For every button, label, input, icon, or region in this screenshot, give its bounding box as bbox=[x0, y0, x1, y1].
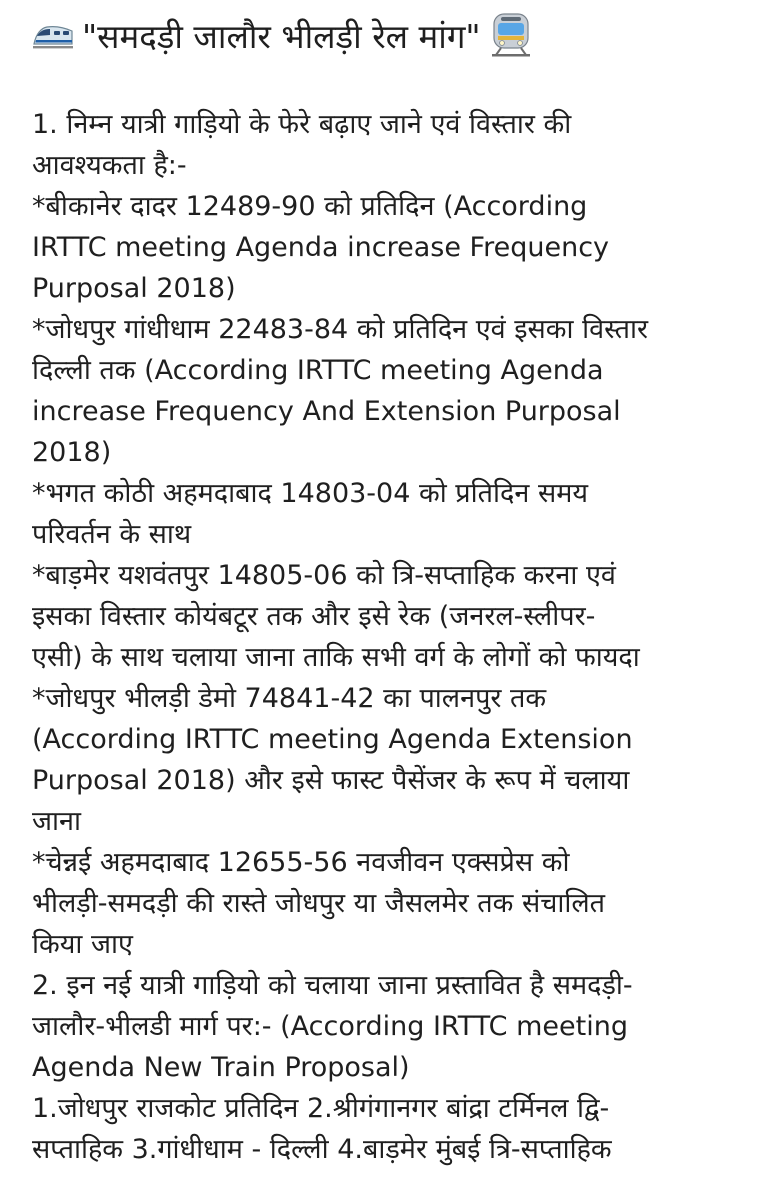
metro-train-icon bbox=[489, 12, 533, 62]
text-line: आवश्यकता है:- bbox=[32, 150, 187, 181]
text-line: Agenda New Train Proposal) bbox=[32, 1052, 410, 1083]
page-title: "समदड़ी जालौर भीलड़ी रेल मांग" bbox=[82, 17, 481, 56]
text-line: *जोधपुर भीलड़ी डेमो 74841-42 का पालनपुर तक bbox=[32, 683, 547, 714]
text-line: (According IRTTC meeting Agenda Extension bbox=[32, 724, 633, 755]
text-line: किया जाए bbox=[32, 929, 133, 960]
text-line: 2018) bbox=[32, 437, 112, 468]
text-line: 2. इन नई यात्री गाड़ियो को चलाया जाना प्रस्तावित है समदड़ी- bbox=[32, 970, 633, 1001]
text-line: *भगत कोठी अहमदाबाद 14803-04 को प्रतिदिन समय bbox=[32, 478, 589, 509]
text-line: IRTTC meeting Agenda increase Frequency bbox=[32, 232, 610, 263]
text-line: Purposal 2018) bbox=[32, 273, 236, 304]
high-speed-train-icon bbox=[32, 18, 74, 56]
title-row bbox=[32, 8, 746, 66]
text-line: इसका विस्तार कोयंबटूर तक और इसे रेक (जनरल-स्लीपर- bbox=[32, 601, 596, 632]
text-line: परिवर्तन के साथ bbox=[32, 519, 192, 550]
text-line: एसी) के साथ चलाया जाना ताकि सभी वर्ग के लोगों को फायदा bbox=[32, 642, 640, 673]
text-line: 1. निम्न यात्री गाड़ियो के फेरे बढ़ाए जाने एवं विस्तार की bbox=[32, 109, 572, 140]
text-line: *बाड़मेर यशवंतपुर 14805-06 को त्रि-सप्ताहिक करना एवं bbox=[32, 560, 616, 591]
text-line: सप्ताहिक 3.गांधीधाम - दिल्ली 4.बाड़मेर मुंबई त्रि-सप्ताहिक bbox=[32, 1134, 612, 1165]
text-line: *चेन्नई अहमदाबाद 12655-56 नवजीवन एक्सप्रेस को bbox=[32, 847, 570, 878]
body-text bbox=[32, 104, 748, 1170]
text-line: भीलड़ी-समदड़ी की रास्ते जोधपुर या जैसलमेर तक संचालित bbox=[32, 888, 606, 919]
text-line: जालौर-भीलडी मार्ग पर:- (According IRTTC meeting bbox=[32, 1011, 628, 1042]
text-line: जाना bbox=[32, 806, 82, 837]
text-line: Purposal 2018) और इसे फास्ट पैसेंजर के रूप में चलाया bbox=[32, 765, 630, 796]
text-line: *जोधपुर गांधीधाम 22483-84 को प्रतिदिन एवं इसका विस्तार bbox=[32, 314, 649, 345]
text-line: दिल्ली तक (According IRTTC meeting Agenda bbox=[32, 355, 604, 386]
text-line: 1.जोधपुर राजकोट प्रतिदिन 2.श्रीगंगानगर बांद्रा टर्मिनल द्वि- bbox=[32, 1093, 610, 1124]
text-line: *बीकानेर दादर 12489-90 को प्रतिदिन (According bbox=[32, 191, 588, 222]
text-line: increase Frequency And Extension Purposal bbox=[32, 396, 621, 427]
